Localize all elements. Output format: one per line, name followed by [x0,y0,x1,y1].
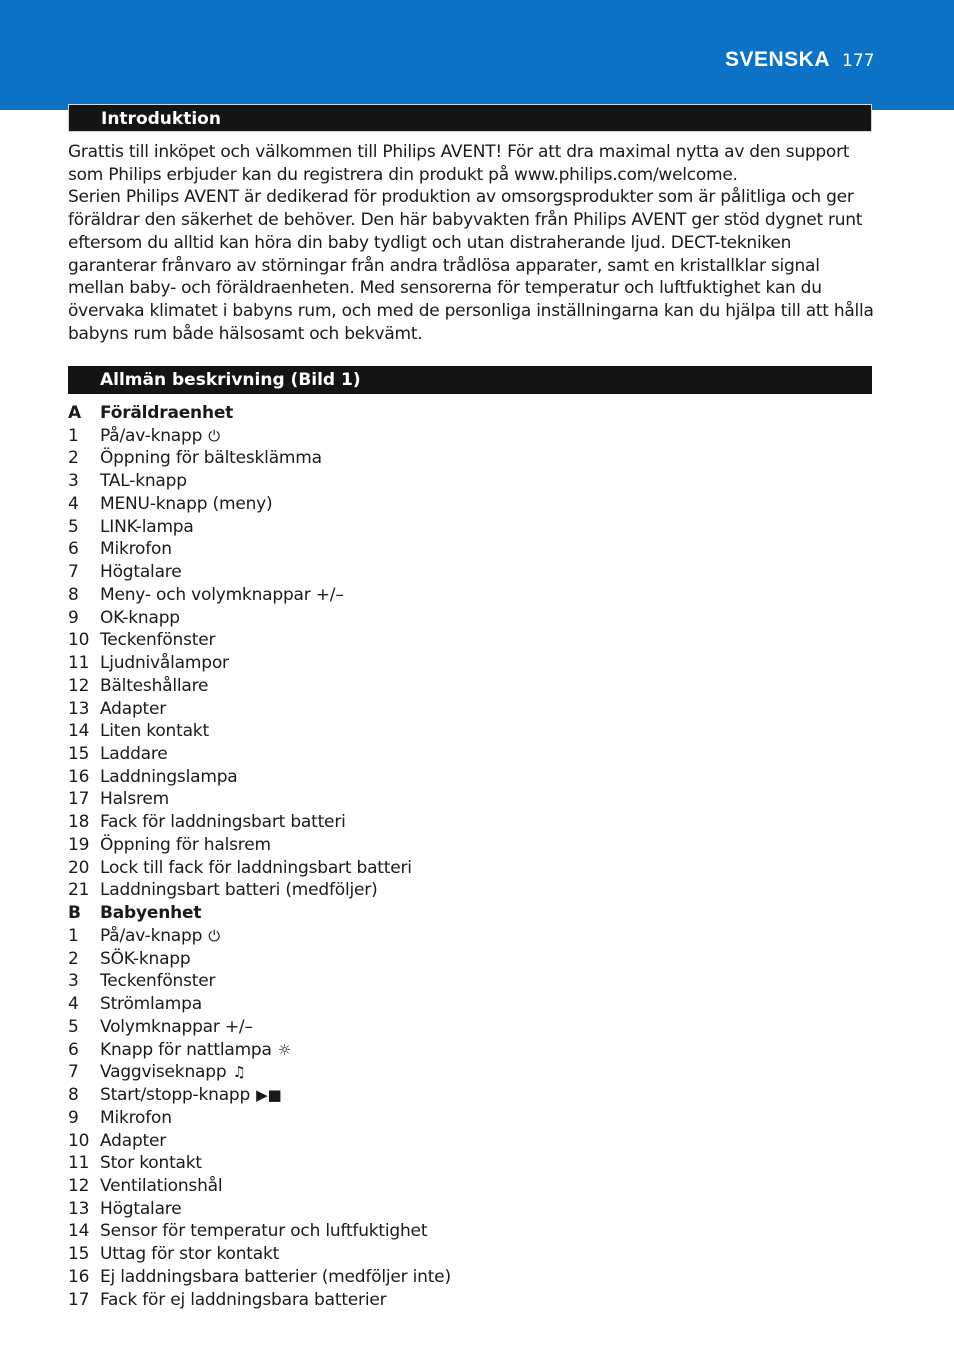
item-number: 14 [68,721,90,742]
item-number: 7 [68,562,79,583]
list-item [68,1130,874,1153]
play-stop-icon: ▶■ [256,1086,282,1105]
item-label: Ej laddningsbara batterier (medföljer inte) [100,1266,451,1287]
item-label: LINK-lampa [100,516,194,537]
item-label: Lock till fack för laddningsbart batteri [100,857,412,878]
item-label: Mikrofon [100,1107,172,1128]
unit-heading [68,402,874,425]
item-number: 20 [68,857,90,878]
language-label: SVENSKA [724,48,830,71]
item-label: Knapp för nattlampa [100,1039,272,1060]
item-label: OK-knapp [100,607,180,628]
item-number: 12 [68,675,90,696]
item-label: SÖK-knapp [100,948,191,969]
list-item [68,1243,874,1266]
list-item [68,447,874,470]
item-number: 13 [68,1198,90,1219]
item-label: Strömlampa [100,994,202,1015]
item-number: 13 [68,698,90,719]
list-item [68,766,874,789]
power-icon: ⏻ [208,426,220,445]
item-number: 21 [68,880,90,901]
list-item [68,1152,874,1175]
introduction-text [68,141,874,345]
item-label: Högtalare [100,562,182,583]
list-item [68,970,874,993]
list-item [68,993,874,1016]
item-label: Laddningslampa [100,766,238,787]
list-item [68,561,874,584]
item-label: Volymknappar +/– [100,1016,253,1037]
section-heading-introduction: Introduktion [68,104,872,132]
item-number: 15 [68,1244,90,1265]
item-number: 1 [68,925,79,946]
item-number: 4 [68,493,79,514]
intro-paragraph: Serien Philips AVENT är dedikerad för produktion av omsorgsprodukter som är pålitliga och ger föräldrar den säkerhet de behöver. Den här babyvakten från Philips AVENT ger stöd dygnet runt eftersom du alltid kan höra din baby tydligt och utan distraherande ljud. DECT-tekniken garanterar frånvaro av störningar från andra trådlösa apparater, samt en kristallklar signal mellan baby- och föräldraenheten. Med sensorerna för temperatur och luftfuktighet kan du övervaka klimatet i babyns rum, och med de personliga inställningarna kan du hjälpa till att hålla babyns rum både hälsosamt och bekvämt. [68,187,874,344]
intro-paragraph: Grattis till inköpet och välkommen till Philips AVENT! För att dra maximal nytta av den support som Philips erbjuder kan du registrera din produkt på www.philips.com/welcome. [68,142,850,185]
item-label: MENU-knapp (meny) [100,493,273,514]
list-item [68,493,874,516]
item-label: Öppning för halsrem [100,834,271,855]
item-number: 11 [68,1153,90,1174]
unit-heading [68,902,874,925]
list-item [68,925,874,948]
list-item [68,1220,874,1243]
list-item [68,516,874,539]
item-number: 3 [68,471,79,492]
item-label: Mikrofon [100,539,172,560]
item-label: Laddare [100,744,168,765]
list-item [68,584,874,607]
item-label: Start/stopp-knapp [100,1085,251,1106]
item-number: 10 [68,630,90,651]
list-item [68,948,874,971]
item-number: 3 [68,971,79,992]
item-label: Adapter [100,1130,167,1151]
item-label: TAL-knapp [100,471,187,492]
unit-letter: B [68,903,81,924]
header-band [0,0,954,110]
night-light-icon: ☼ [277,1040,291,1059]
list-item [68,607,874,630]
item-label: Stor kontakt [100,1153,202,1174]
item-label: Liten kontakt [100,721,209,742]
list-item [68,811,874,834]
list-item [68,629,874,652]
item-label: Högtalare [100,1198,182,1219]
item-number: 14 [68,1221,90,1242]
item-number: 10 [68,1130,90,1151]
item-number: 7 [68,1062,79,1083]
list-item [68,1266,874,1289]
item-number: 5 [68,516,79,537]
item-label: Fack för laddningsbart batteri [100,812,346,833]
item-label: Laddningsbart batteri (medföljer) [100,880,378,901]
item-number: 16 [68,766,90,787]
item-number: 9 [68,607,79,628]
list-item [68,1039,874,1062]
item-label: Uttag för stor kontakt [100,1244,280,1265]
lullaby-icon: ♫ [232,1063,246,1082]
item-label: Bälteshållare [100,675,209,696]
unit-title: Föräldraenhet [100,403,234,423]
item-label: Meny- och volymknappar +/– [100,584,344,605]
list-item [68,698,874,721]
item-number: 17 [68,1289,90,1310]
item-label: Öppning för bältesklämma [100,448,322,469]
page-number: 177 [842,51,875,71]
item-number: 2 [68,948,79,969]
item-number: 8 [68,584,79,605]
item-label: Teckenfönster [100,971,216,992]
item-number: 18 [68,812,90,833]
list-item [68,652,874,675]
list-item [68,1175,874,1198]
item-number: 17 [68,789,90,810]
item-number: 9 [68,1107,79,1128]
item-number: 8 [68,1085,79,1106]
item-number: 12 [68,1175,90,1196]
list-item [68,470,874,493]
item-number: 4 [68,994,79,1015]
item-label: På/av-knapp [100,925,203,946]
item-number: 19 [68,834,90,855]
item-number: 11 [68,653,90,674]
item-label: Ljudnivålampor [100,653,229,674]
power-icon: ⏻ [208,926,220,945]
item-number: 6 [68,1039,79,1060]
section-heading-general-description: Allmän beskrivning (Bild 1) [68,366,872,394]
list-item [68,675,874,698]
list-item [68,1198,874,1221]
item-label: Halsrem [100,789,170,810]
item-number: 6 [68,539,79,560]
list-item [68,788,874,811]
item-number: 2 [68,448,79,469]
item-number: 16 [68,1266,90,1287]
list-item [68,834,874,857]
item-label: Vaggviseknapp [100,1062,227,1083]
item-label: Teckenfönster [100,630,216,651]
unit-letter: A [68,403,81,423]
list-item [68,1289,874,1312]
item-label: Sensor för temperatur och luftfuktighet [100,1221,428,1242]
list-item [68,1016,874,1039]
list-item [68,1061,874,1084]
item-label: På/av-knapp [100,425,203,446]
list-item [68,1084,874,1107]
list-item [68,720,874,743]
list-item [68,879,874,902]
item-number: 1 [68,425,79,446]
item-number: 5 [68,1016,79,1037]
parts-list [68,402,874,1311]
list-item [68,425,874,448]
item-label: Adapter [100,698,167,719]
list-item [68,743,874,766]
unit-title: Babyenhet [100,903,202,924]
item-label: Fack för ej laddningsbara batterier [100,1289,387,1310]
item-label: Ventilationshål [100,1175,223,1196]
list-item [68,538,874,561]
list-item [68,857,874,880]
list-item [68,1107,874,1130]
item-number: 15 [68,744,90,765]
